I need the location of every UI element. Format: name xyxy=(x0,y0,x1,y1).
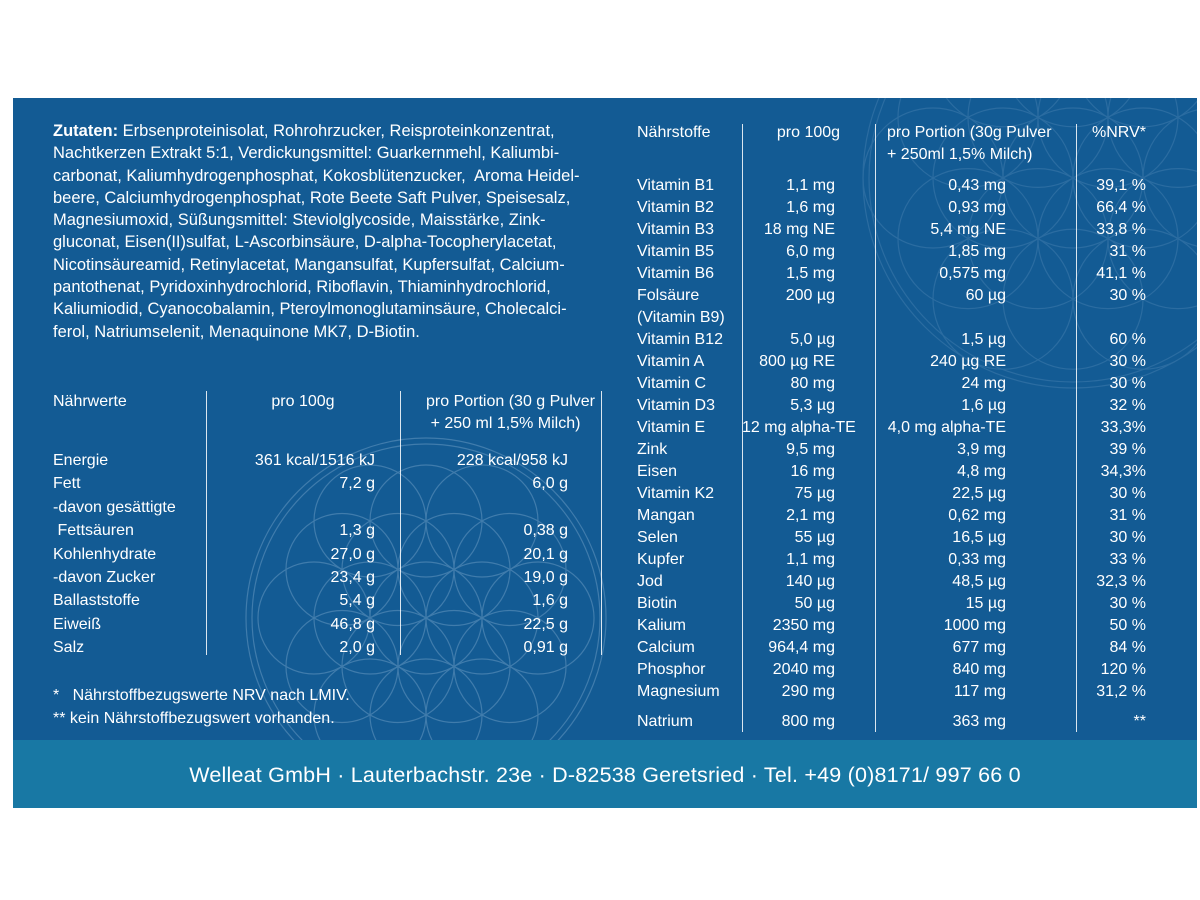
naehrstoffe-row-name: Vitamin D3 xyxy=(637,397,715,414)
naehrstoffe-row-nrv: 30 % xyxy=(1109,353,1146,370)
naehrstoffe-row-name: (Vitamin B9) xyxy=(637,309,725,326)
naehrstoffe-row-per100: 1,5 mg xyxy=(786,265,835,282)
naehrstoffe-row-per100: 2040 mg xyxy=(772,661,835,678)
ingredients-line: Kaliumiodid, Cyanocobalamin, Pteroylmonoglutaminsäure, Cholecalci- xyxy=(53,300,567,319)
naehrwerte-row-name: Salz xyxy=(53,639,85,657)
naehrstoffe-row-per100: 1,1 mg xyxy=(786,551,835,568)
naehrstoffe-row-portion: 1,5 µg xyxy=(961,331,1006,348)
naehrstoffe-row-portion: 60 µg xyxy=(965,287,1006,304)
naehrstoffe-row-per100: 2350 mg xyxy=(772,617,835,634)
naehrstoffe-row-nrv: ** xyxy=(1133,713,1146,730)
naehrstoffe-row-portion: 1,6 µg xyxy=(961,397,1006,414)
naehrstoffe-row-name: Kalium xyxy=(637,617,686,634)
naehrwerte-row-per100: 5,4 g xyxy=(339,592,375,610)
naehrwerte-row-portion: 22,5 g xyxy=(523,615,568,633)
naehrstoffe-row-per100: 75 µg xyxy=(794,485,835,502)
naehrstoffe-row-nrv: 30 % xyxy=(1109,287,1146,304)
naehrstoffe-row-name: Biotin xyxy=(637,595,678,612)
naehrstoffe-row-per100: 964,4 mg xyxy=(768,639,835,656)
naehrwerte-row-name: -davon Zucker xyxy=(53,569,156,586)
naehrstoffe-row-per100: 290 mg xyxy=(781,683,835,700)
ingredients-text xyxy=(53,120,613,343)
naehrstoffe-row-nrv: 39,1 % xyxy=(1096,177,1146,194)
naehrwerte-header-per100: pro 100g xyxy=(271,393,335,410)
naehrstoffe-row-nrv: 120 % xyxy=(1100,661,1146,678)
naehrstoffe-row-per100: 2,1 mg xyxy=(786,507,835,524)
naehrstoffe-row-per100: 80 mg xyxy=(790,375,835,392)
naehrstoffe-row-portion: 16,5 µg xyxy=(952,529,1006,546)
label-panel xyxy=(13,98,1197,808)
naehrstoffe-row-nrv: 33 % xyxy=(1109,551,1146,568)
naehrstoffe-row-nrv: 84 % xyxy=(1109,639,1146,656)
naehrstoffe-header-name: Nährstoffe xyxy=(637,124,711,141)
ingredients-line: pantothenat, Pyridoxinhydrochlorid, Riboflavin, Thiaminhydrochlorid, xyxy=(53,278,551,297)
naehrwerte-row-name: Energie xyxy=(53,452,109,469)
naehrwerte-row-portion: 19,0 g xyxy=(523,569,568,586)
naehrstoffe-row-name: Vitamin E xyxy=(637,419,706,436)
naehrstoffe-row-name: Vitamin K2 xyxy=(637,485,715,502)
naehrstoffe-row-name: Vitamin C xyxy=(637,375,707,392)
naehrstoffe-header-portion-2: + 250ml 1,5% Milch) xyxy=(887,146,1033,163)
naehrstoffe-row-per100: 140 µg xyxy=(785,573,835,590)
naehrstoffe-header-per100: pro 100g xyxy=(776,124,841,141)
naehrstoffe-row-per100: 5,3 µg xyxy=(790,397,835,414)
naehrstoffe-row-nrv: 30 % xyxy=(1109,595,1146,612)
ingredients-line: beere, Calciumhydrogenphosphat, Rote Beete Saft Pulver, Speisesalz, xyxy=(53,188,571,207)
naehrwerte-row-name: Fett xyxy=(53,475,81,493)
naehrstoffe-row-nrv: 31 % xyxy=(1109,507,1146,524)
naehrwerte-row-per100: 23,4 g xyxy=(330,569,375,586)
naehrstoffe-row-portion: 1,85 mg xyxy=(948,243,1006,260)
naehrstoffe-row-nrv: 66,4 % xyxy=(1096,199,1146,216)
naehrstoffe-row-nrv: 31 % xyxy=(1109,243,1146,260)
naehrwerte-header-portion: pro Portion (30 g Pulver xyxy=(426,393,595,410)
ingredients-line: Erbsenproteinisolat, Rohrohrzucker, Reisproteinkonzentrat, xyxy=(118,122,555,140)
naehrstoffe-row-name: Vitamin B2 xyxy=(637,199,715,216)
naehrstoffe-header-nrv: %NRV* xyxy=(1092,124,1146,141)
naehrstoffe-row-portion: 0,33 mg xyxy=(948,551,1006,568)
naehrwerte-row-name: Eiweiß xyxy=(53,615,102,633)
naehrstoffe-row-portion: 840 mg xyxy=(952,661,1006,678)
naehrstoffe-row-name: Vitamin B5 xyxy=(637,243,715,260)
naehrwerte-row-per100: 2,0 g xyxy=(339,639,375,657)
naehrwerte-row-portion: 6,0 g xyxy=(532,475,568,493)
ingredients-line: carbonat, Kaliumhydrogenphosphat, Kokosblütenzucker, Aroma Heidel- xyxy=(53,166,580,185)
naehrstoffe-row-portion: 4,0 mg alpha-TE xyxy=(887,419,1006,436)
naehrstoffe-row-name: Folsäure xyxy=(637,287,700,304)
naehrwerte-row-per100: 1,3 g xyxy=(339,522,375,540)
naehrstoffe-row-name: Natrium xyxy=(637,713,694,730)
naehrstoffe-row-per100: 12 mg alpha-TE xyxy=(742,419,856,436)
naehrstoffe-row-nrv: 30 % xyxy=(1109,529,1146,546)
naehrstoffe-row-name: Selen xyxy=(637,529,678,546)
naehrstoffe-row-nrv: 30 % xyxy=(1109,485,1146,502)
company-footer xyxy=(13,740,1197,808)
naehrstoffe-row-name: Kupfer xyxy=(637,551,685,568)
naehrstoffe-row-per100: 200 µg xyxy=(785,287,835,304)
naehrstoffe-row-portion: 22,5 µg xyxy=(952,485,1006,502)
naehrstoffe-row-name: Vitamin B3 xyxy=(637,221,715,238)
naehrwerte-row-portion: 20,1 g xyxy=(523,545,568,563)
naehrwerte-row-name: Kohlenhydrate xyxy=(53,545,157,563)
naehrstoffe-row-portion: 677 mg xyxy=(952,639,1006,656)
naehrstoffe-header-portion: pro Portion (30g Pulver xyxy=(887,124,1052,141)
naehrstoffe-row-per100: 50 µg xyxy=(794,595,835,612)
naehrstoffe-row-nrv: 30 % xyxy=(1109,375,1146,392)
naehrstoffe-row-portion: 0,93 mg xyxy=(948,199,1006,216)
footnote-line: ** kein Nährstoffbezugswert vorhanden. xyxy=(53,710,335,727)
naehrwerte-header-portion-2: + 250 ml 1,5% Milch) xyxy=(430,415,581,432)
naehrwerte-row-per100: 46,8 g xyxy=(330,615,375,633)
naehrstoffe-row-portion: 15 µg xyxy=(965,595,1006,612)
naehrstoffe-row-portion: 0,43 mg xyxy=(948,177,1006,194)
naehrstoffe-row-per100: 5,0 µg xyxy=(790,331,835,348)
naehrwerte-row-per100: 361 kcal/1516 kJ xyxy=(254,452,375,469)
naehrstoffe-row-name: Eisen xyxy=(637,463,678,480)
column-divider xyxy=(601,391,602,655)
naehrstoffe-row-per100: 800 µg RE xyxy=(759,353,835,370)
ingredients-line: ferol, Natriumselenit, Menaquinone MK7, D-Biotin. xyxy=(53,322,420,341)
naehrstoffe-row-per100: 18 mg NE xyxy=(763,221,835,238)
ingredients-line: gluconat, Eisen(II)sulfat, L-Ascorbinsäure, D-alpha-Tocopherylacetat, xyxy=(53,233,557,252)
naehrstoffe-row-per100: 1,6 mg xyxy=(786,199,835,216)
naehrstoffe-row-name: Calcium xyxy=(637,639,695,656)
naehrstoffe-row-portion: 48,5 µg xyxy=(952,573,1006,590)
naehrstoffe-row-portion: 117 mg xyxy=(953,683,1006,700)
naehrwerte-row-portion: 1,6 g xyxy=(532,592,568,610)
naehrstoffe-row-portion: 4,8 mg xyxy=(957,463,1006,480)
naehrstoffe-row-per100: 800 mg xyxy=(781,713,835,730)
naehrstoffe-row-name: Vitamin B1 xyxy=(637,177,715,194)
naehrstoffe-row-portion: 240 µg RE xyxy=(930,353,1006,370)
naehrwerte-row-portion: 228 kcal/958 kJ xyxy=(456,452,568,469)
naehrstoffe-row-name: Mangan xyxy=(637,507,695,524)
naehrstoffe-row-nrv: 32,3 % xyxy=(1096,573,1146,590)
naehrstoffe-row-per100: 9,5 mg xyxy=(786,441,835,458)
naehrstoffe-row-portion: 363 mg xyxy=(952,713,1006,730)
naehrstoffe-row-name: Phosphor xyxy=(637,661,706,678)
naehrstoffe-row-nrv: 41,1 % xyxy=(1096,265,1146,282)
naehrstoffe-row-portion: 0,575 mg xyxy=(939,265,1006,282)
naehrstoffe-row-nrv: 33,3% xyxy=(1100,419,1146,436)
ingredients-line: Magnesiumoxid, Süßungsmittel: Steviolglycoside, Maisstärke, Zink- xyxy=(53,211,546,230)
naehrstoffe-row-nrv: 32 % xyxy=(1109,397,1146,414)
naehrwerte-row-per100: 7,2 g xyxy=(339,475,375,493)
naehrwerte-row-name: -davon gesättigte xyxy=(53,498,176,516)
naehrstoffe-row-nrv: 34,3% xyxy=(1100,463,1146,480)
naehrstoffe-row-portion: 3,9 mg xyxy=(957,441,1006,458)
naehrstoffe-row-portion: 1000 mg xyxy=(943,617,1006,634)
ingredients-line: Nicotinsäureamid, Retinylacetat, Mangansulfat, Kupfersulfat, Calcium- xyxy=(53,255,565,274)
naehrwerte-row-per100: 27,0 g xyxy=(330,545,375,563)
naehrwerte-row-portion: 0,38 g xyxy=(523,522,568,540)
naehrstoffe-row-per100: 6,0 mg xyxy=(786,243,835,260)
naehrstoffe-row-portion: 24 mg xyxy=(961,375,1006,392)
naehrwerte-header-name: Nährwerte xyxy=(53,393,127,410)
naehrstoffe-row-nrv: 31,2 % xyxy=(1096,683,1146,700)
naehrstoffe-row-name: Vitamin A xyxy=(637,353,705,370)
naehrstoffe-row-nrv: 50 % xyxy=(1109,617,1146,634)
naehrstoffe-row-portion: 5,4 mg NE xyxy=(930,221,1006,238)
naehrwerte-row-name: Ballaststoffe xyxy=(53,592,140,610)
naehrstoffe-row-per100: 55 µg xyxy=(794,529,835,546)
naehrstoffe-row-nrv: 60 % xyxy=(1109,331,1146,348)
naehrstoffe-row-nrv: 33,8 % xyxy=(1096,221,1146,238)
naehrstoffe-row-name: Vitamin B6 xyxy=(637,265,715,282)
naehrstoffe-row-name: Vitamin B12 xyxy=(637,331,723,348)
naehrstoffe-row-nrv: 39 % xyxy=(1109,441,1146,458)
ingredients-label: Zutaten: xyxy=(53,122,119,140)
ingredients-line: Nachtkerzen Extrakt 5:1, Verdickungsmittel: Guarkernmehl, Kaliumbi- xyxy=(53,144,560,163)
footnote-line: * Nährstoffbezugswerte NRV nach LMIV. xyxy=(53,687,350,704)
naehrstoffe-row-portion: 0,62 mg xyxy=(948,507,1006,524)
naehrstoffe-row-name: Magnesium xyxy=(637,683,720,700)
naehrwerte-row-name: Fettsäuren xyxy=(53,522,134,540)
company-address: Welleat GmbH · Lauterbachstr. 23e · D-82538 Geretsried · Tel. +49 (0)8171/ 997 66 0 xyxy=(189,763,1021,787)
naehrstoffe-row-name: Jod xyxy=(637,573,663,590)
naehrstoffe-row-name: Zink xyxy=(637,441,668,458)
naehrstoffe-row-per100: 16 mg xyxy=(790,463,835,480)
naehrstoffe-row-per100: 1,1 mg xyxy=(786,177,835,194)
naehrwerte-row-portion: 0,91 g xyxy=(523,639,568,657)
